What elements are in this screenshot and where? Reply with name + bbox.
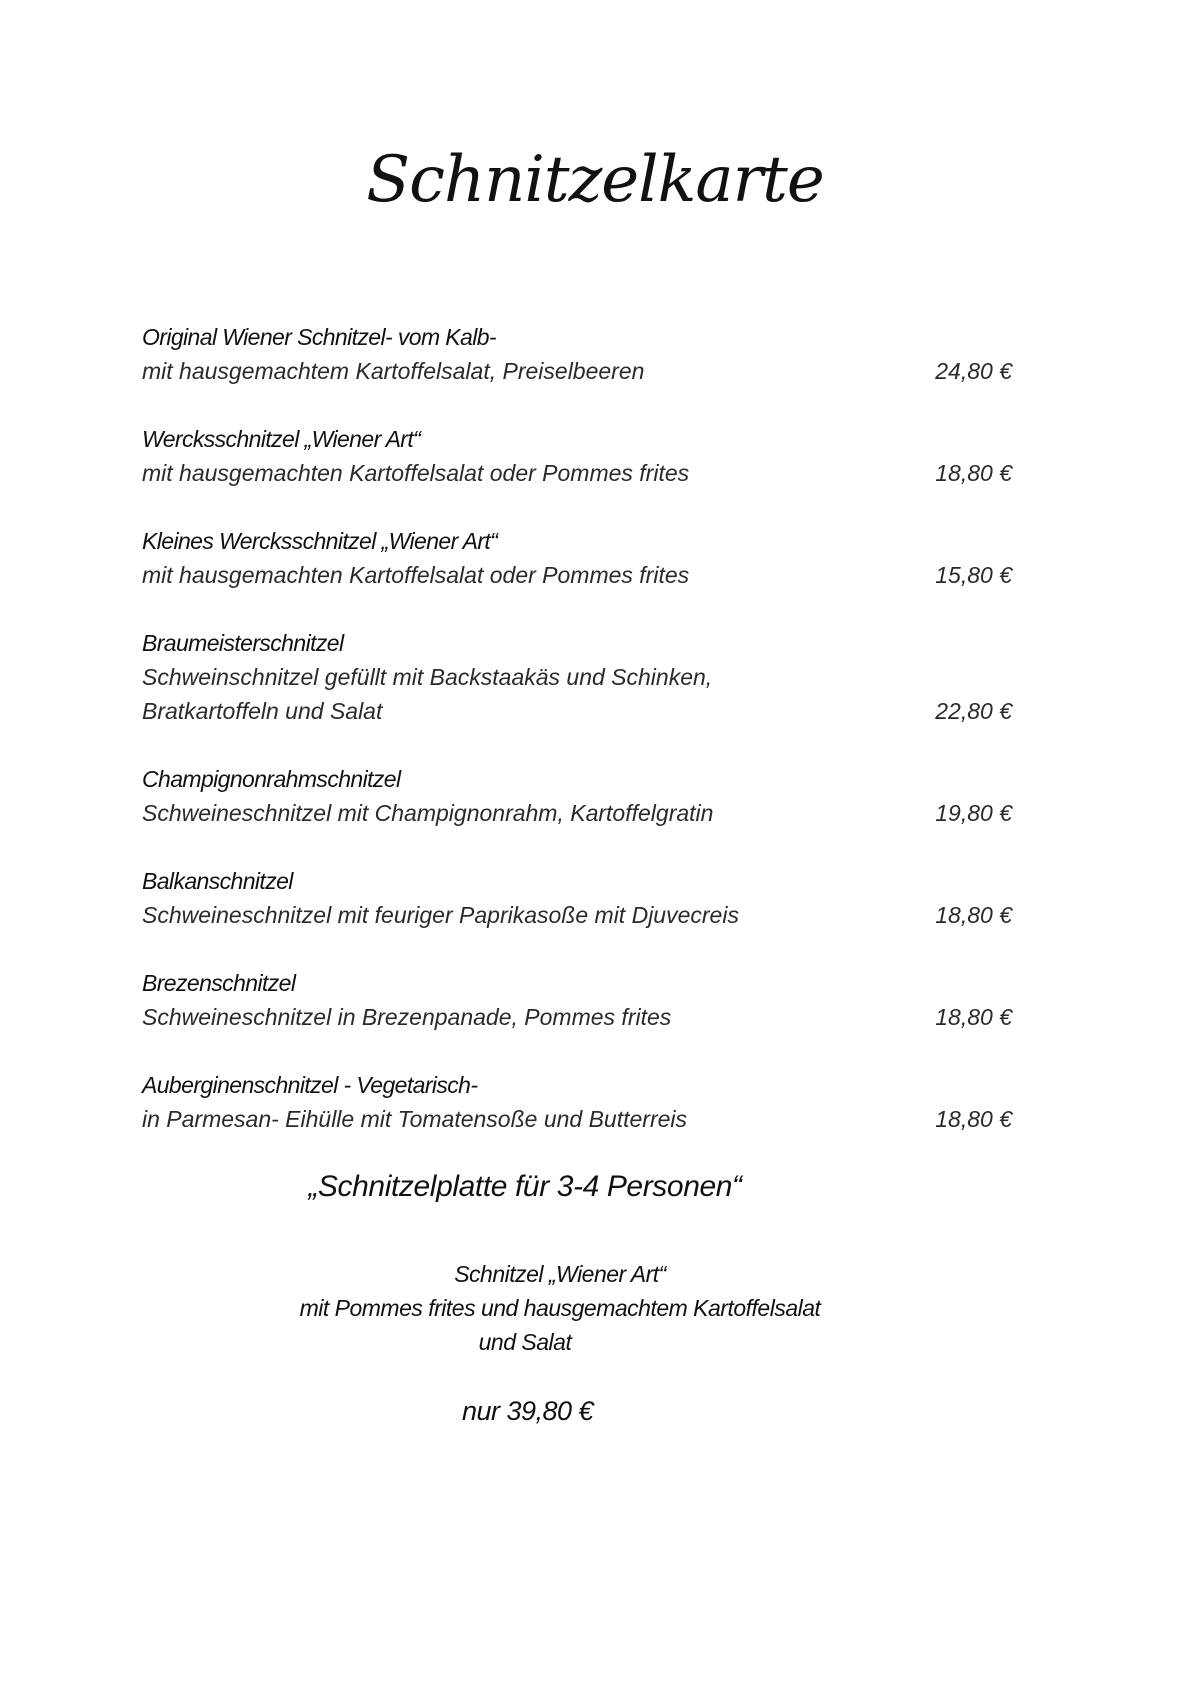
menu-item-price: 24,80 € [935,358,1012,384]
menu-item-description: Schweineschnitzel mit feuriger Paprikasoße mit Djuvecreis [142,902,739,928]
menu-item-name: Original Wiener Schnitzel- vom Kalb- [142,324,496,350]
menu-item [142,1068,1012,1136]
menu-item-price: 22,80 € [935,698,1012,724]
menu-item-name: Champignonrahmschnitzel [142,766,401,792]
menu-item-description: Schweineschnitzel in Brezenpanade, Pommes frites [142,1004,672,1030]
menu-item-price: 18,80 € [935,1004,1012,1030]
menu-item-price: 18,80 € [935,1106,1012,1132]
menu-item [142,422,1012,490]
menu-item-description: mit hausgemachten Kartoffelsalat oder Pommes frites [142,562,690,588]
menu-item [142,626,1012,728]
menu-item-description: Schweinschnitzel gefüllt mit Backstaakäs und Schinken, Bratkartoffeln und Salat [142,664,713,724]
menu-item-name: Brezenschnitzel [142,970,296,996]
menu-item [142,320,1012,388]
platter-line-2: mit Pommes frites und hausgemachtem Kartoffelsalat [299,1295,821,1321]
menu-item [142,524,1012,592]
menu-list [142,320,1012,1170]
menu-item-price: 19,80 € [935,800,1012,826]
platter-line-3: und Salat [478,1329,572,1355]
menu-item-price: 15,80 € [935,562,1012,588]
menu-item-price: 18,80 € [935,460,1012,486]
menu-item-name: Auberginenschnitzel - Vegetarisch- [142,1072,478,1098]
menu-item-description: Schweineschnitzel mit Champignonrahm, Kartoffelgratin [142,800,714,826]
menu-item-price: 18,80 € [935,902,1012,928]
menu-item-name: Braumeisterschnitzel [142,630,344,656]
platter-description [0,1257,1120,1359]
menu-item-description: mit hausgemachtem Kartoffelsalat, Preiselbeeren [142,358,645,384]
menu-item [142,864,1012,932]
platter-title: „Schnitzelplatte für 3-4 Personen“ [308,1170,742,1203]
menu-item-name: Kleines Wercksschnitzel „Wiener Art“ [142,528,498,554]
menu-item [142,762,1012,830]
page-title: Schnitzelkarte [366,143,824,217]
menu-item [142,966,1012,1034]
menu-item-name: Wercksschnitzel „Wiener Art“ [142,426,421,452]
platter-price: nur 39,80 € [461,1396,594,1426]
menu-item-description: mit hausgemachten Kartoffelsalat oder Pommes frites [142,460,690,486]
platter-line-1: Schnitzel „Wiener Art“ [454,1261,666,1287]
menu-item-name: Balkanschnitzel [142,868,293,894]
menu-item-description: in Parmesan- Eihülle mit Tomatensoße und Butterreis [142,1106,688,1132]
